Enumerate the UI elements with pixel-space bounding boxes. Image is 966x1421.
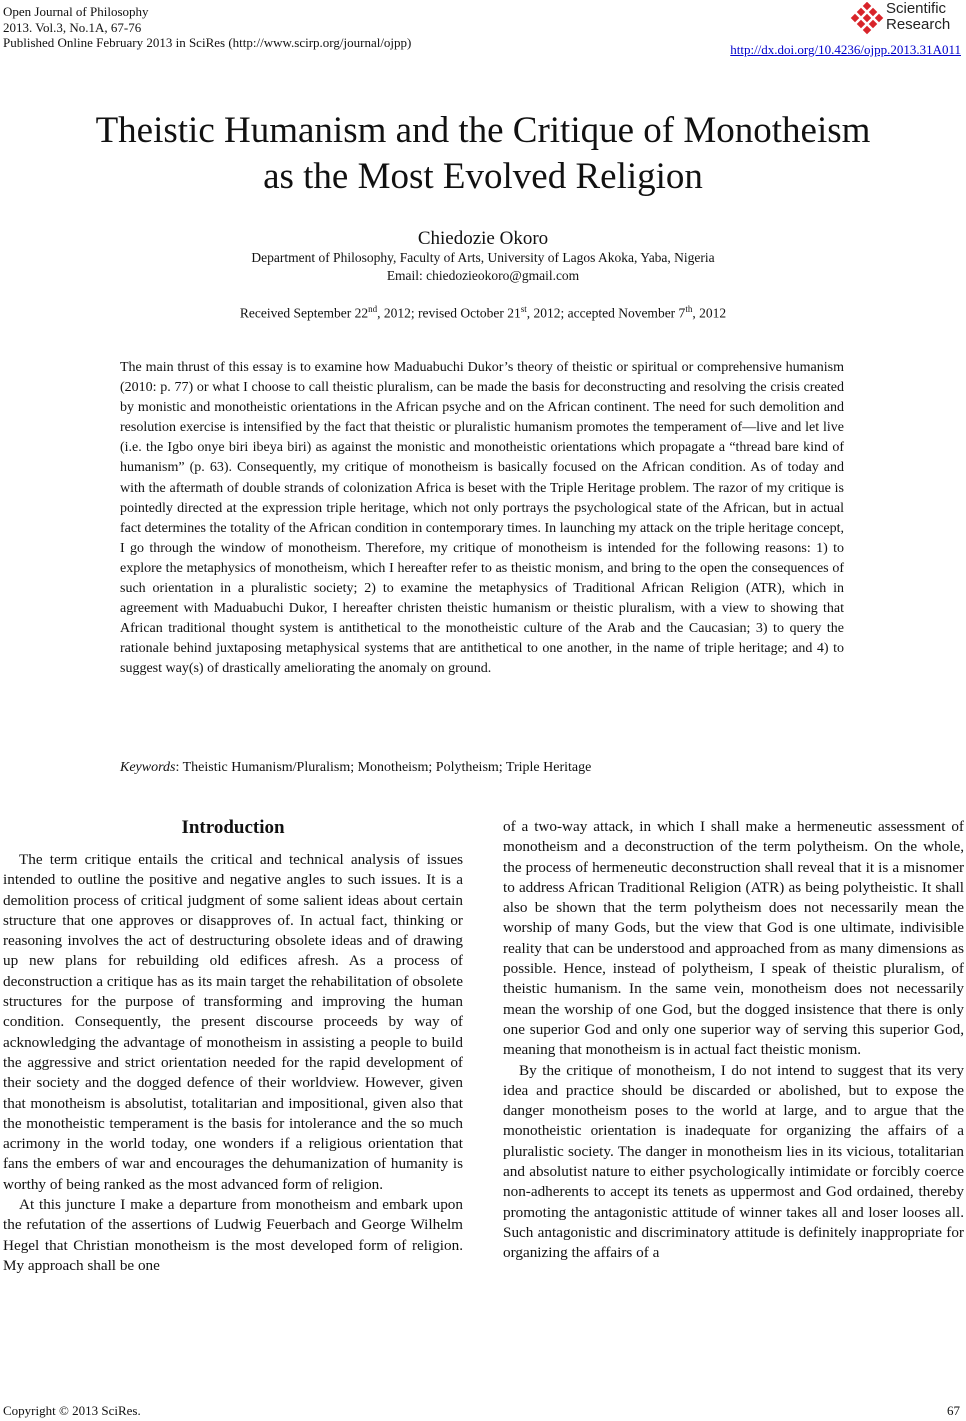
received-part-1: Received September 22 bbox=[239, 305, 369, 321]
received-dates bbox=[0, 304, 966, 322]
right-paragraph-1: of a two-way attack, in which I shall make a hermeneutic assessment of monotheism and a deconstruction of the term polytheism. On the whole, the process of hermeneutic deconstruction shall reveal that it is a misnomer to address African Traditional Religion (ATR) as being polytheistic. It shall also be shown that the term polytheism does not necessarily mean the worship of many Gods, but the view that God is one ultimate, indivisible reality that can be understood and approached from as many dimensions as possible. Hence, instead of polytheism, I speak of theistic pluralism, of theistic humanism. In the same vein, monotheism does not necessarily mean the worship of one God, but the dogged insistence that there is only one superior God and only one superior way of serving this superior God, meaning that monotheism is in actual fact theistic monism. bbox=[503, 818, 964, 1059]
journal-published: Published Online February 2013 in SciRes (http://www.scirp.org/journal/ojpp) bbox=[3, 35, 412, 50]
title-line-2: as the Most Evolved Religion bbox=[263, 156, 703, 197]
received-part-4: , 2012 bbox=[692, 305, 727, 321]
doi-link[interactable]: http://dx.doi.org/10.4236/ojpp.2013.31A011 bbox=[730, 42, 961, 57]
received-part-3: , 2012; accepted November 7 bbox=[526, 305, 686, 321]
paper-title bbox=[0, 108, 966, 200]
page-number: 67 bbox=[947, 1403, 960, 1418]
intro-paragraph-1: The term critique entails the critical and technical analysis of issues intended to outline the positive and negative angles to such issues. It is a demolition process of critical judgment of some salient ideas about certain structure that one approves or disapproves of. In actual fact, thinking or reasoning involves the act of destructuring obsolete ideas and of drawing up new plans for rebuilding old edifices afresh. As a process of deconstruction a critique has as its main target the rehabilitation of obsolete structures for the purpose of transforming and improving the human condition. Consequently, the present discourse proceeds by way of acknowledging the advantage of monotheism in assisting a people to build the aggressive and strict orientation needed for the rapid development of their society and the dogged defence of their worldview. However, given that monotheism is absolutist, totalitarian and impositional, given also that the monotheistic temperament is the basis for intolerance and the so much acrimony in the world today, one wonders if a religious orientation that fans the embers of war and encourages the dehumanization of humanity is worthy of being ranked as the most advanced form of religion. bbox=[3, 851, 463, 1193]
intro-paragraph-2: At this juncture I make a departure from monotheism and embark upon the refutation of the assertions of Ludwig Feuerbach and George Wilhelm Hegel that Christian monotheism is the most developed form of religion. My approach shall be one bbox=[3, 1196, 463, 1274]
received-sup-2: st bbox=[520, 304, 527, 314]
keywords bbox=[120, 760, 591, 776]
author-affiliation: Department of Philosophy, Faculty of Arts, University of Lagos Akoka, Yaba, Nigeria bbox=[251, 250, 715, 265]
journal-name: Open Journal of Philosophy bbox=[3, 4, 149, 19]
copyright: Copyright © 2013 SciRes. bbox=[3, 1403, 141, 1418]
journal-volume: 2013. Vol.3, No.1A, 67-76 bbox=[3, 19, 142, 35]
right-column bbox=[503, 817, 964, 1264]
author-email: Email: chiedozieokoro@gmail.com bbox=[386, 268, 580, 283]
journal-header bbox=[3, 4, 411, 51]
left-column bbox=[3, 816, 463, 1276]
logo-text bbox=[886, 1, 950, 33]
introduction-heading: Introduction bbox=[181, 817, 285, 838]
right-paragraph-2: By the critique of monotheism, I do not intend to suggest that its very idea and practice should be discarded or abolished, but to expose the danger monotheism poses to the world at large, and to argue that the monotheistic orientation is inadequate for organizing the affairs of a pluralistic society. The danger in monotheism lies in its vicious, totalitarian and absolutist nature to either psychologically intimidate or forcibly coerce non-adherents to accept its tenets as uppermost and God ordained, thereby promoting the antagonistic attitude of winner takes all and loser looses all. Such antagonistic and discriminatory attitude is definitely inappropriate for organizing the affairs of a bbox=[503, 1061, 964, 1262]
scientific-research-logo bbox=[850, 0, 960, 38]
abstract: The main thrust of this essay is to examine how Maduabuchi Dukor’s theory of theistic or spiritual or comprehensive humanism (2010: p. 77) or what I choose to call theistic pluralism, can be made the basis for deconstructing and resolving the crisis created by monistic and monotheistic orientations in the African psyche and on the African continent. The need for such demolition and resolution exercise is intensified by the fact that theistic or pluralistic humanism promotes the temperament of—live and let live (i.e. the Igbo onye biri ibeya biri) as against the monistic and monotheistic orientations which propagate a “thread bare kind of humanism” (p. 63). Consequently, my critique of monotheism is basically focused on the African condition. As of today and with the aftermath of double strands of colonization Africa is beset with the Triple Heritage problem. The razor of my critique is pointedly directed at the expression triple heritage, which not only portrays the psychological state of the African, but in actual fact determines the totality of the African condition in contemporary times. In launching my attack on the triple heritage concept, I go through the window of monotheism. Therefore, my critique of monotheism is intended for the following reasons: 1) to explore the metaphysics of monotheism, which I hereafter refer to as theistic monism, and bring to the open the consequences of such orientation in a pluralistic society; 2) to examine the metaphysics of Traditional African Religion (ATR), which in agreement with Maduabuchi Dukor, I hereafter christen theistic humanism or theistic pluralism, with a view to showing that African traditional thought system is antithetical to the monotheistic culture of the Arab and the Caucasian; 3) to query the rationale behind juxtaposing metaphysical systems that are antithetical to one another, in the name of triple heritage; and 4) to suggest way(s) of drastically ameliorating the anomaly on ground. bbox=[120, 360, 844, 677]
logo-text-line2: Research bbox=[886, 16, 951, 33]
keywords-label: Keywords bbox=[120, 760, 176, 775]
logo-diamond-icon bbox=[850, 2, 884, 36]
author-name: Chiedozie Okoro bbox=[417, 228, 549, 249]
received-sup-3: th bbox=[685, 304, 693, 314]
received-sup-1: nd bbox=[368, 304, 378, 314]
received-part-2: , 2012; revised October 21 bbox=[377, 305, 521, 321]
logo-text-line1: Scientific bbox=[886, 0, 947, 17]
title-line-1: Theistic Humanism and the Critique of Monotheism bbox=[95, 110, 871, 151]
keywords-list: : Theistic Humanism/Pluralism; Monotheism; Polytheism; Triple Heritage bbox=[175, 760, 592, 775]
